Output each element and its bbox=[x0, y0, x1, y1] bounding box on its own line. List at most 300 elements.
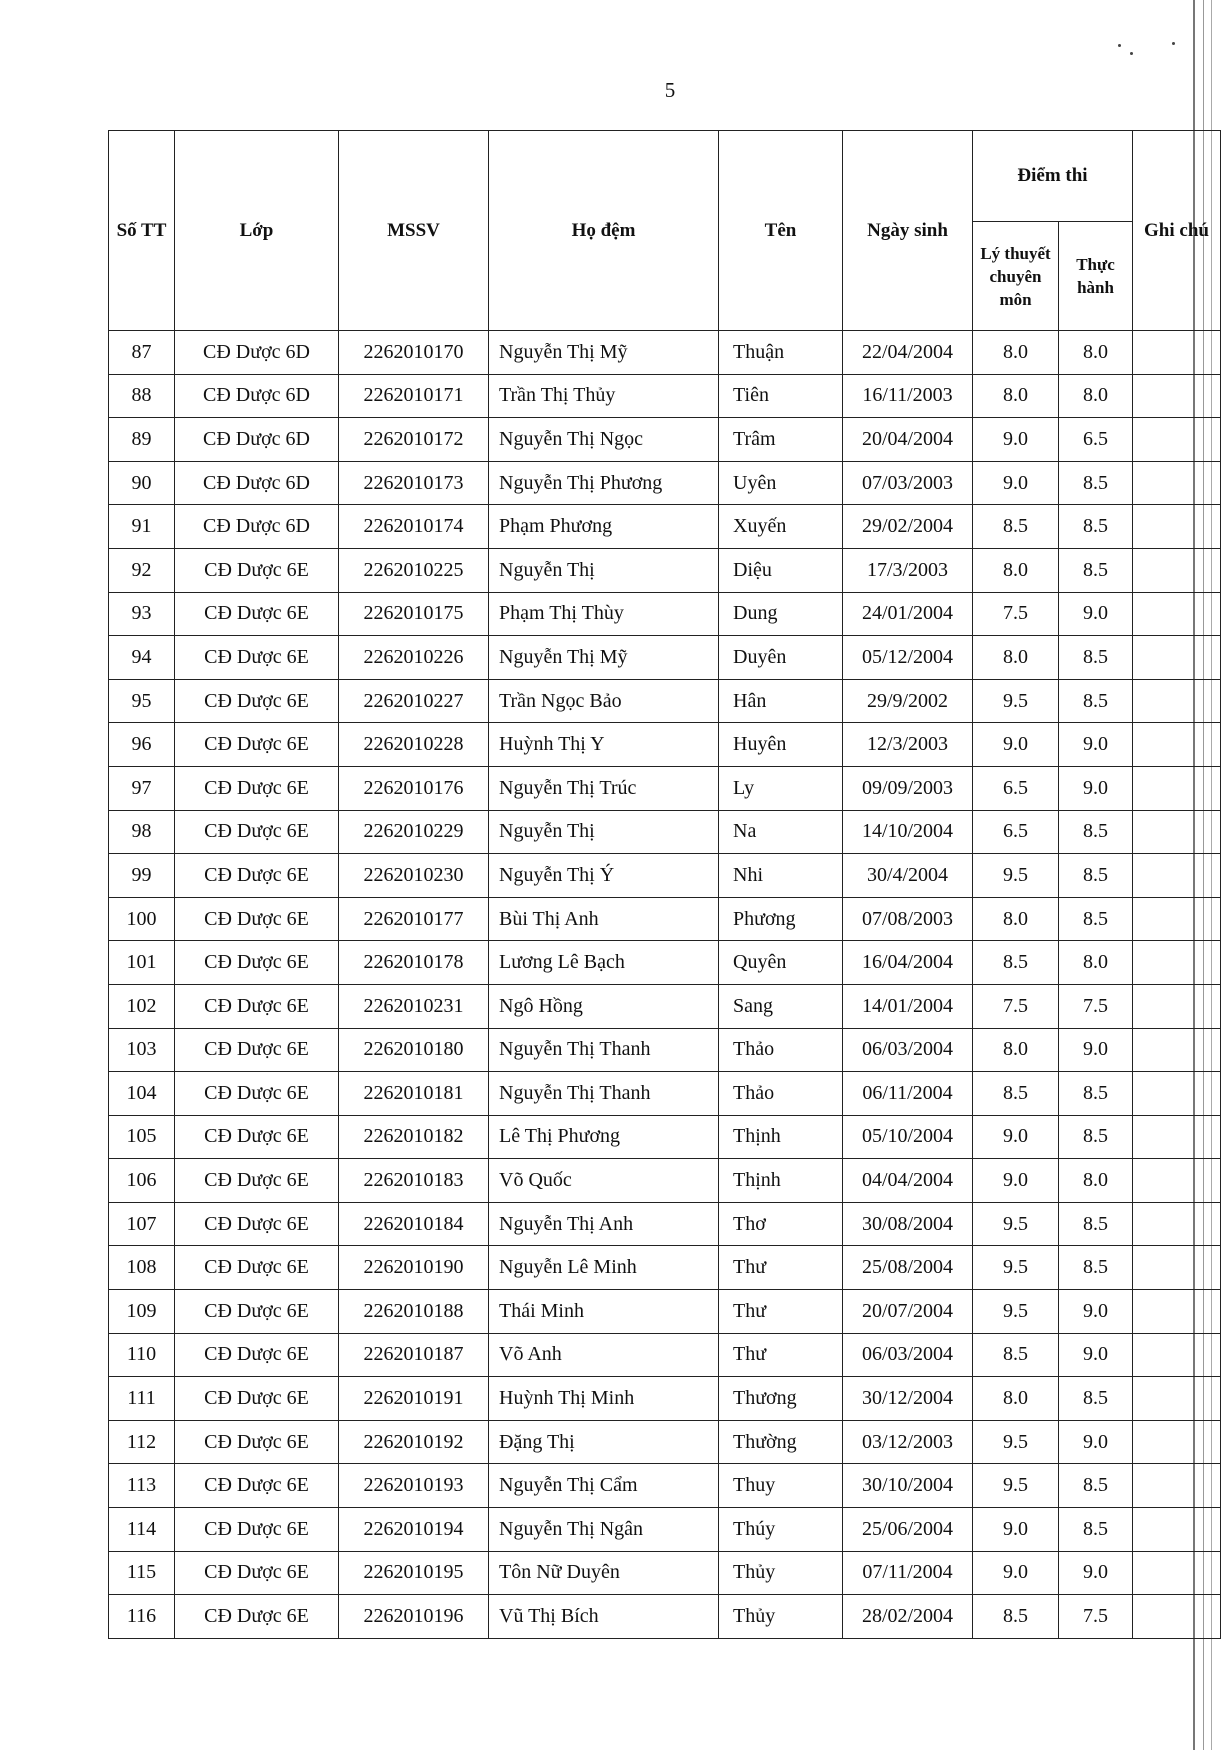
header-ghi-chu: Ghi chú bbox=[1133, 131, 1221, 331]
cell-stt: 103 bbox=[109, 1028, 175, 1072]
cell-ten: Huyên bbox=[719, 723, 843, 767]
cell-mssv: 2262010170 bbox=[339, 331, 489, 375]
page-number: 5 bbox=[664, 78, 676, 102]
cell-ho-dem: Ngô Hồng bbox=[489, 984, 719, 1028]
cell-ho-dem: Võ Quốc bbox=[489, 1159, 719, 1203]
cell-thuc-hanh: 8.0 bbox=[1059, 331, 1133, 375]
cell-ho-dem: Huỳnh Thị Minh bbox=[489, 1377, 719, 1421]
cell-ghi-chu bbox=[1133, 679, 1221, 723]
cell-ten: Ly bbox=[719, 766, 843, 810]
cell-stt: 88 bbox=[109, 374, 175, 418]
cell-stt: 107 bbox=[109, 1202, 175, 1246]
cell-stt: 104 bbox=[109, 1072, 175, 1116]
cell-thuc-hanh: 8.5 bbox=[1059, 810, 1133, 854]
cell-stt: 110 bbox=[109, 1333, 175, 1377]
cell-stt: 108 bbox=[109, 1246, 175, 1290]
cell-lop: CĐ Dược 6E bbox=[175, 723, 339, 767]
cell-ghi-chu bbox=[1133, 723, 1221, 767]
cell-ho-dem: Nguyễn Thị Phương bbox=[489, 461, 719, 505]
cell-mssv: 2262010171 bbox=[339, 374, 489, 418]
header-ngay-sinh: Ngày sinh bbox=[843, 131, 973, 331]
cell-mssv: 2262010193 bbox=[339, 1464, 489, 1508]
cell-ten: Na bbox=[719, 810, 843, 854]
cell-ghi-chu bbox=[1133, 548, 1221, 592]
table-row bbox=[109, 461, 1221, 505]
cell-ghi-chu bbox=[1133, 984, 1221, 1028]
cell-mssv: 2262010180 bbox=[339, 1028, 489, 1072]
cell-stt: 87 bbox=[109, 331, 175, 375]
cell-ghi-chu bbox=[1133, 1246, 1221, 1290]
cell-thuc-hanh: 8.0 bbox=[1059, 374, 1133, 418]
cell-ho-dem: Trần Ngọc Bảo bbox=[489, 679, 719, 723]
cell-lop: CĐ Dược 6E bbox=[175, 1246, 339, 1290]
cell-thuc-hanh: 8.5 bbox=[1059, 897, 1133, 941]
cell-ly-thuyet: 8.0 bbox=[973, 374, 1059, 418]
cell-thuc-hanh: 8.5 bbox=[1059, 1246, 1133, 1290]
cell-lop: CĐ Dược 6E bbox=[175, 941, 339, 985]
cell-lop: CĐ Dược 6E bbox=[175, 1028, 339, 1072]
cell-thuc-hanh: 8.5 bbox=[1059, 854, 1133, 898]
header-ly-thuyet: Lý thuyết chuyên môn bbox=[973, 222, 1059, 331]
table-row bbox=[109, 505, 1221, 549]
cell-stt: 90 bbox=[109, 461, 175, 505]
cell-ly-thuyet: 9.5 bbox=[973, 854, 1059, 898]
cell-ngay-sinh: 09/09/2003 bbox=[843, 766, 973, 810]
table-row bbox=[109, 1202, 1221, 1246]
header-row bbox=[109, 131, 1221, 222]
cell-ghi-chu bbox=[1133, 1595, 1221, 1639]
cell-stt: 92 bbox=[109, 548, 175, 592]
table-row bbox=[109, 941, 1221, 985]
cell-ghi-chu bbox=[1133, 592, 1221, 636]
header-thuc-hanh: Thực hành bbox=[1059, 222, 1133, 331]
cell-ly-thuyet: 7.5 bbox=[973, 984, 1059, 1028]
cell-ten: Thư bbox=[719, 1246, 843, 1290]
cell-ngay-sinh: 20/07/2004 bbox=[843, 1290, 973, 1334]
cell-ghi-chu bbox=[1133, 897, 1221, 941]
cell-ho-dem: Nguyễn Thị bbox=[489, 810, 719, 854]
cell-ten: Trâm bbox=[719, 418, 843, 462]
cell-ly-thuyet: 9.0 bbox=[973, 461, 1059, 505]
cell-ngay-sinh: 06/03/2004 bbox=[843, 1028, 973, 1072]
cell-lop: CĐ Dược 6E bbox=[175, 548, 339, 592]
cell-lop: CĐ Dược 6E bbox=[175, 1115, 339, 1159]
cell-ghi-chu bbox=[1133, 1159, 1221, 1203]
cell-ngay-sinh: 06/03/2004 bbox=[843, 1333, 973, 1377]
cell-ho-dem: Phạm Thị Thùy bbox=[489, 592, 719, 636]
cell-lop: CĐ Dược 6D bbox=[175, 331, 339, 375]
cell-stt: 115 bbox=[109, 1551, 175, 1595]
cell-ghi-chu bbox=[1133, 1028, 1221, 1072]
cell-ly-thuyet: 9.0 bbox=[973, 1508, 1059, 1552]
cell-ngay-sinh: 30/08/2004 bbox=[843, 1202, 973, 1246]
cell-mssv: 2262010173 bbox=[339, 461, 489, 505]
cell-ten: Thương bbox=[719, 1377, 843, 1421]
cell-ghi-chu bbox=[1133, 941, 1221, 985]
cell-ghi-chu bbox=[1133, 418, 1221, 462]
cell-ten: Phương bbox=[719, 897, 843, 941]
cell-mssv: 2262010177 bbox=[339, 897, 489, 941]
cell-thuc-hanh: 9.0 bbox=[1059, 1420, 1133, 1464]
table-row bbox=[109, 1551, 1221, 1595]
cell-ngay-sinh: 16/11/2003 bbox=[843, 374, 973, 418]
cell-lop: CĐ Dược 6D bbox=[175, 418, 339, 462]
cell-mssv: 2262010226 bbox=[339, 636, 489, 680]
table-row bbox=[109, 1377, 1221, 1421]
header-lop: Lớp bbox=[175, 131, 339, 331]
cell-ly-thuyet: 8.0 bbox=[973, 636, 1059, 680]
cell-mssv: 2262010227 bbox=[339, 679, 489, 723]
table-row bbox=[109, 810, 1221, 854]
table-row bbox=[109, 1246, 1221, 1290]
cell-ten: Thơ bbox=[719, 1202, 843, 1246]
cell-mssv: 2262010191 bbox=[339, 1377, 489, 1421]
cell-ho-dem: Thái Minh bbox=[489, 1290, 719, 1334]
cell-thuc-hanh: 8.0 bbox=[1059, 941, 1133, 985]
cell-ly-thuyet: 8.0 bbox=[973, 331, 1059, 375]
cell-ho-dem: Nguyễn Thị Anh bbox=[489, 1202, 719, 1246]
scan-speck bbox=[1130, 52, 1133, 55]
cell-ngay-sinh: 30/4/2004 bbox=[843, 854, 973, 898]
header-mssv: MSSV bbox=[339, 131, 489, 331]
cell-mssv: 2262010187 bbox=[339, 1333, 489, 1377]
table-row bbox=[109, 1333, 1221, 1377]
cell-thuc-hanh: 8.0 bbox=[1059, 1159, 1133, 1203]
cell-lop: CĐ Dược 6D bbox=[175, 505, 339, 549]
cell-ngay-sinh: 30/12/2004 bbox=[843, 1377, 973, 1421]
cell-ho-dem: Trần Thị Thủy bbox=[489, 374, 719, 418]
cell-ngay-sinh: 12/3/2003 bbox=[843, 723, 973, 767]
cell-ho-dem: Nguyễn Thị Ý bbox=[489, 854, 719, 898]
cell-thuc-hanh: 9.0 bbox=[1059, 1028, 1133, 1072]
cell-lop: CĐ Dược 6D bbox=[175, 374, 339, 418]
cell-thuc-hanh: 8.5 bbox=[1059, 1115, 1133, 1159]
cell-mssv: 2262010190 bbox=[339, 1246, 489, 1290]
table-row bbox=[109, 592, 1221, 636]
cell-ngay-sinh: 28/02/2004 bbox=[843, 1595, 973, 1639]
cell-ngay-sinh: 07/11/2004 bbox=[843, 1551, 973, 1595]
cell-thuc-hanh: 9.0 bbox=[1059, 766, 1133, 810]
cell-ten: Thảo bbox=[719, 1028, 843, 1072]
header-ho-dem: Họ đệm bbox=[489, 131, 719, 331]
cell-thuc-hanh: 6.5 bbox=[1059, 418, 1133, 462]
cell-ly-thuyet: 8.0 bbox=[973, 1377, 1059, 1421]
cell-ho-dem: Huỳnh Thị Y bbox=[489, 723, 719, 767]
cell-ho-dem: Nguyễn Thị bbox=[489, 548, 719, 592]
cell-ly-thuyet: 9.5 bbox=[973, 1290, 1059, 1334]
cell-lop: CĐ Dược 6E bbox=[175, 1420, 339, 1464]
cell-lop: CĐ Dược 6E bbox=[175, 592, 339, 636]
cell-mssv: 2262010196 bbox=[339, 1595, 489, 1639]
cell-thuc-hanh: 9.0 bbox=[1059, 723, 1133, 767]
cell-thuc-hanh: 8.5 bbox=[1059, 1377, 1133, 1421]
table-row bbox=[109, 897, 1221, 941]
cell-lop: CĐ Dược 6E bbox=[175, 1202, 339, 1246]
table-row bbox=[109, 1508, 1221, 1552]
cell-mssv: 2262010229 bbox=[339, 810, 489, 854]
table-row bbox=[109, 1464, 1221, 1508]
cell-thuc-hanh: 8.5 bbox=[1059, 636, 1133, 680]
cell-mssv: 2262010174 bbox=[339, 505, 489, 549]
cell-thuc-hanh: 8.5 bbox=[1059, 548, 1133, 592]
scan-speck bbox=[1172, 42, 1175, 45]
cell-thuc-hanh: 8.5 bbox=[1059, 679, 1133, 723]
cell-ngay-sinh: 30/10/2004 bbox=[843, 1464, 973, 1508]
cell-ghi-chu bbox=[1133, 1508, 1221, 1552]
cell-ngay-sinh: 20/04/2004 bbox=[843, 418, 973, 462]
cell-ly-thuyet: 9.0 bbox=[973, 1159, 1059, 1203]
cell-ho-dem: Vũ Thị Bích bbox=[489, 1595, 719, 1639]
cell-lop: CĐ Dược 6E bbox=[175, 810, 339, 854]
cell-ngay-sinh: 24/01/2004 bbox=[843, 592, 973, 636]
cell-mssv: 2262010225 bbox=[339, 548, 489, 592]
cell-ten: Thư bbox=[719, 1333, 843, 1377]
cell-ly-thuyet: 7.5 bbox=[973, 592, 1059, 636]
cell-ngay-sinh: 22/04/2004 bbox=[843, 331, 973, 375]
cell-ho-dem: Tôn Nữ Duyên bbox=[489, 1551, 719, 1595]
cell-mssv: 2262010175 bbox=[339, 592, 489, 636]
cell-ten: Thường bbox=[719, 1420, 843, 1464]
cell-ho-dem: Nguyễn Lê Minh bbox=[489, 1246, 719, 1290]
cell-ghi-chu bbox=[1133, 1072, 1221, 1116]
cell-ngay-sinh: 05/10/2004 bbox=[843, 1115, 973, 1159]
cell-mssv: 2262010228 bbox=[339, 723, 489, 767]
cell-lop: CĐ Dược 6E bbox=[175, 1377, 339, 1421]
cell-ten: Thịnh bbox=[719, 1115, 843, 1159]
cell-ngay-sinh: 29/02/2004 bbox=[843, 505, 973, 549]
cell-stt: 93 bbox=[109, 592, 175, 636]
table-row bbox=[109, 636, 1221, 680]
student-grade-table bbox=[108, 130, 1221, 1639]
cell-thuc-hanh: 8.5 bbox=[1059, 1202, 1133, 1246]
cell-ho-dem: Nguyễn Thị Mỹ bbox=[489, 331, 719, 375]
cell-ngay-sinh: 05/12/2004 bbox=[843, 636, 973, 680]
table-body bbox=[109, 331, 1221, 1639]
cell-lop: CĐ Dược 6E bbox=[175, 1464, 339, 1508]
cell-ten: Sang bbox=[719, 984, 843, 1028]
cell-thuc-hanh: 8.5 bbox=[1059, 461, 1133, 505]
cell-stt: 113 bbox=[109, 1464, 175, 1508]
cell-ngay-sinh: 07/03/2003 bbox=[843, 461, 973, 505]
cell-ly-thuyet: 8.0 bbox=[973, 1028, 1059, 1072]
cell-ten: Thủy bbox=[719, 1595, 843, 1639]
cell-stt: 100 bbox=[109, 897, 175, 941]
cell-stt: 91 bbox=[109, 505, 175, 549]
cell-stt: 96 bbox=[109, 723, 175, 767]
cell-ngay-sinh: 14/01/2004 bbox=[843, 984, 973, 1028]
cell-ly-thuyet: 8.0 bbox=[973, 548, 1059, 592]
cell-ghi-chu bbox=[1133, 1202, 1221, 1246]
cell-ten: Tiên bbox=[719, 374, 843, 418]
cell-stt: 106 bbox=[109, 1159, 175, 1203]
header-stt: Số TT bbox=[109, 131, 175, 331]
cell-thuc-hanh: 9.0 bbox=[1059, 592, 1133, 636]
table-row bbox=[109, 1420, 1221, 1464]
cell-ho-dem: Nguyễn Thị Cẩm bbox=[489, 1464, 719, 1508]
cell-ngay-sinh: 16/04/2004 bbox=[843, 941, 973, 985]
cell-ngay-sinh: 25/06/2004 bbox=[843, 1508, 973, 1552]
cell-mssv: 2262010172 bbox=[339, 418, 489, 462]
cell-ho-dem: Võ Anh bbox=[489, 1333, 719, 1377]
scan-speck bbox=[1118, 44, 1121, 47]
table-row bbox=[109, 1115, 1221, 1159]
cell-ten: Thịnh bbox=[719, 1159, 843, 1203]
cell-ngay-sinh: 06/11/2004 bbox=[843, 1072, 973, 1116]
cell-ngay-sinh: 17/3/2003 bbox=[843, 548, 973, 592]
cell-thuc-hanh: 9.0 bbox=[1059, 1551, 1133, 1595]
cell-stt: 112 bbox=[109, 1420, 175, 1464]
cell-ngay-sinh: 14/10/2004 bbox=[843, 810, 973, 854]
cell-ly-thuyet: 8.5 bbox=[973, 1333, 1059, 1377]
cell-ho-dem: Lê Thị Phương bbox=[489, 1115, 719, 1159]
cell-ly-thuyet: 9.0 bbox=[973, 418, 1059, 462]
cell-stt: 97 bbox=[109, 766, 175, 810]
cell-ghi-chu bbox=[1133, 1115, 1221, 1159]
cell-ghi-chu bbox=[1133, 810, 1221, 854]
cell-ly-thuyet: 8.0 bbox=[973, 897, 1059, 941]
cell-ghi-chu bbox=[1133, 636, 1221, 680]
cell-ten: Xuyến bbox=[719, 505, 843, 549]
cell-thuc-hanh: 8.5 bbox=[1059, 1464, 1133, 1508]
cell-ngay-sinh: 07/08/2003 bbox=[843, 897, 973, 941]
table-row bbox=[109, 418, 1221, 462]
cell-ten: Thảo bbox=[719, 1072, 843, 1116]
cell-ho-dem: Phạm Phương bbox=[489, 505, 719, 549]
cell-stt: 116 bbox=[109, 1595, 175, 1639]
cell-stt: 109 bbox=[109, 1290, 175, 1334]
table-row bbox=[109, 548, 1221, 592]
cell-lop: CĐ Dược 6E bbox=[175, 1290, 339, 1334]
cell-thuc-hanh: 8.5 bbox=[1059, 505, 1133, 549]
cell-ho-dem: Nguyễn Thị Thanh bbox=[489, 1072, 719, 1116]
cell-thuc-hanh: 7.5 bbox=[1059, 1595, 1133, 1639]
cell-ly-thuyet: 9.5 bbox=[973, 1246, 1059, 1290]
cell-ho-dem: Đặng Thị bbox=[489, 1420, 719, 1464]
table-row bbox=[109, 1159, 1221, 1203]
cell-mssv: 2262010230 bbox=[339, 854, 489, 898]
cell-ly-thuyet: 9.0 bbox=[973, 1551, 1059, 1595]
table-row bbox=[109, 766, 1221, 810]
cell-ghi-chu bbox=[1133, 1464, 1221, 1508]
cell-stt: 114 bbox=[109, 1508, 175, 1552]
cell-lop: CĐ Dược 6E bbox=[175, 1595, 339, 1639]
cell-stt: 101 bbox=[109, 941, 175, 985]
cell-stt: 102 bbox=[109, 984, 175, 1028]
cell-lop: CĐ Dược 6E bbox=[175, 1551, 339, 1595]
cell-ngay-sinh: 25/08/2004 bbox=[843, 1246, 973, 1290]
table-row bbox=[109, 679, 1221, 723]
cell-ly-thuyet: 9.5 bbox=[973, 679, 1059, 723]
cell-ten: Hân bbox=[719, 679, 843, 723]
cell-mssv: 2262010176 bbox=[339, 766, 489, 810]
cell-ghi-chu bbox=[1133, 766, 1221, 810]
cell-ly-thuyet: 9.5 bbox=[973, 1464, 1059, 1508]
cell-ten: Thúy bbox=[719, 1508, 843, 1552]
cell-ly-thuyet: 8.5 bbox=[973, 1072, 1059, 1116]
cell-mssv: 2262010188 bbox=[339, 1290, 489, 1334]
cell-ho-dem: Bùi Thị Anh bbox=[489, 897, 719, 941]
cell-mssv: 2262010183 bbox=[339, 1159, 489, 1203]
cell-lop: CĐ Dược 6E bbox=[175, 854, 339, 898]
cell-ghi-chu bbox=[1133, 374, 1221, 418]
cell-stt: 99 bbox=[109, 854, 175, 898]
cell-ly-thuyet: 8.5 bbox=[973, 941, 1059, 985]
table-row bbox=[109, 374, 1221, 418]
cell-ho-dem: Nguyễn Thị Thanh bbox=[489, 1028, 719, 1072]
cell-ho-dem: Nguyễn Thị Mỹ bbox=[489, 636, 719, 680]
cell-lop: CĐ Dược 6E bbox=[175, 1072, 339, 1116]
cell-ly-thuyet: 9.5 bbox=[973, 1420, 1059, 1464]
cell-ten: Thủy bbox=[719, 1551, 843, 1595]
cell-ten: Nhi bbox=[719, 854, 843, 898]
cell-thuc-hanh: 8.5 bbox=[1059, 1072, 1133, 1116]
header-diem-thi: Điểm thi bbox=[973, 131, 1133, 222]
table-row bbox=[109, 1595, 1221, 1639]
cell-ten: Uyên bbox=[719, 461, 843, 505]
cell-ghi-chu bbox=[1133, 1377, 1221, 1421]
cell-thuc-hanh: 8.5 bbox=[1059, 1508, 1133, 1552]
cell-ghi-chu bbox=[1133, 331, 1221, 375]
table-row bbox=[109, 984, 1221, 1028]
cell-lop: CĐ Dược 6E bbox=[175, 1333, 339, 1377]
cell-ten: Thuy bbox=[719, 1464, 843, 1508]
cell-lop: CĐ Dược 6D bbox=[175, 461, 339, 505]
cell-ly-thuyet: 8.5 bbox=[973, 505, 1059, 549]
cell-ghi-chu bbox=[1133, 854, 1221, 898]
cell-stt: 98 bbox=[109, 810, 175, 854]
cell-thuc-hanh: 9.0 bbox=[1059, 1290, 1133, 1334]
cell-ho-dem: Lương Lê Bạch bbox=[489, 941, 719, 985]
cell-stt: 105 bbox=[109, 1115, 175, 1159]
cell-ly-thuyet: 8.5 bbox=[973, 1595, 1059, 1639]
cell-ngay-sinh: 04/04/2004 bbox=[843, 1159, 973, 1203]
cell-mssv: 2262010178 bbox=[339, 941, 489, 985]
cell-mssv: 2262010184 bbox=[339, 1202, 489, 1246]
cell-ghi-chu bbox=[1133, 1420, 1221, 1464]
cell-mssv: 2262010231 bbox=[339, 984, 489, 1028]
cell-lop: CĐ Dược 6E bbox=[175, 679, 339, 723]
cell-mssv: 2262010195 bbox=[339, 1551, 489, 1595]
cell-ho-dem: Nguyễn Thị Ngọc bbox=[489, 418, 719, 462]
cell-ten: Diệu bbox=[719, 548, 843, 592]
cell-ghi-chu bbox=[1133, 1290, 1221, 1334]
cell-ly-thuyet: 9.5 bbox=[973, 1202, 1059, 1246]
cell-ho-dem: Nguyễn Thị Trúc bbox=[489, 766, 719, 810]
cell-lop: CĐ Dược 6E bbox=[175, 1508, 339, 1552]
cell-ten: Thuận bbox=[719, 331, 843, 375]
cell-ho-dem: Nguyễn Thị Ngân bbox=[489, 1508, 719, 1552]
cell-ghi-chu bbox=[1133, 505, 1221, 549]
cell-ghi-chu bbox=[1133, 1551, 1221, 1595]
cell-ghi-chu bbox=[1133, 461, 1221, 505]
table-row bbox=[109, 723, 1221, 767]
cell-lop: CĐ Dược 6E bbox=[175, 984, 339, 1028]
cell-ghi-chu bbox=[1133, 1333, 1221, 1377]
cell-ly-thuyet: 6.5 bbox=[973, 766, 1059, 810]
cell-ten: Thư bbox=[719, 1290, 843, 1334]
cell-mssv: 2262010181 bbox=[339, 1072, 489, 1116]
cell-stt: 89 bbox=[109, 418, 175, 462]
cell-mssv: 2262010182 bbox=[339, 1115, 489, 1159]
cell-ngay-sinh: 29/9/2002 bbox=[843, 679, 973, 723]
cell-lop: CĐ Dược 6E bbox=[175, 636, 339, 680]
cell-ngay-sinh: 03/12/2003 bbox=[843, 1420, 973, 1464]
cell-ly-thuyet: 9.0 bbox=[973, 723, 1059, 767]
table-row bbox=[109, 1290, 1221, 1334]
cell-thuc-hanh: 7.5 bbox=[1059, 984, 1133, 1028]
cell-ly-thuyet: 6.5 bbox=[973, 810, 1059, 854]
cell-mssv: 2262010194 bbox=[339, 1508, 489, 1552]
